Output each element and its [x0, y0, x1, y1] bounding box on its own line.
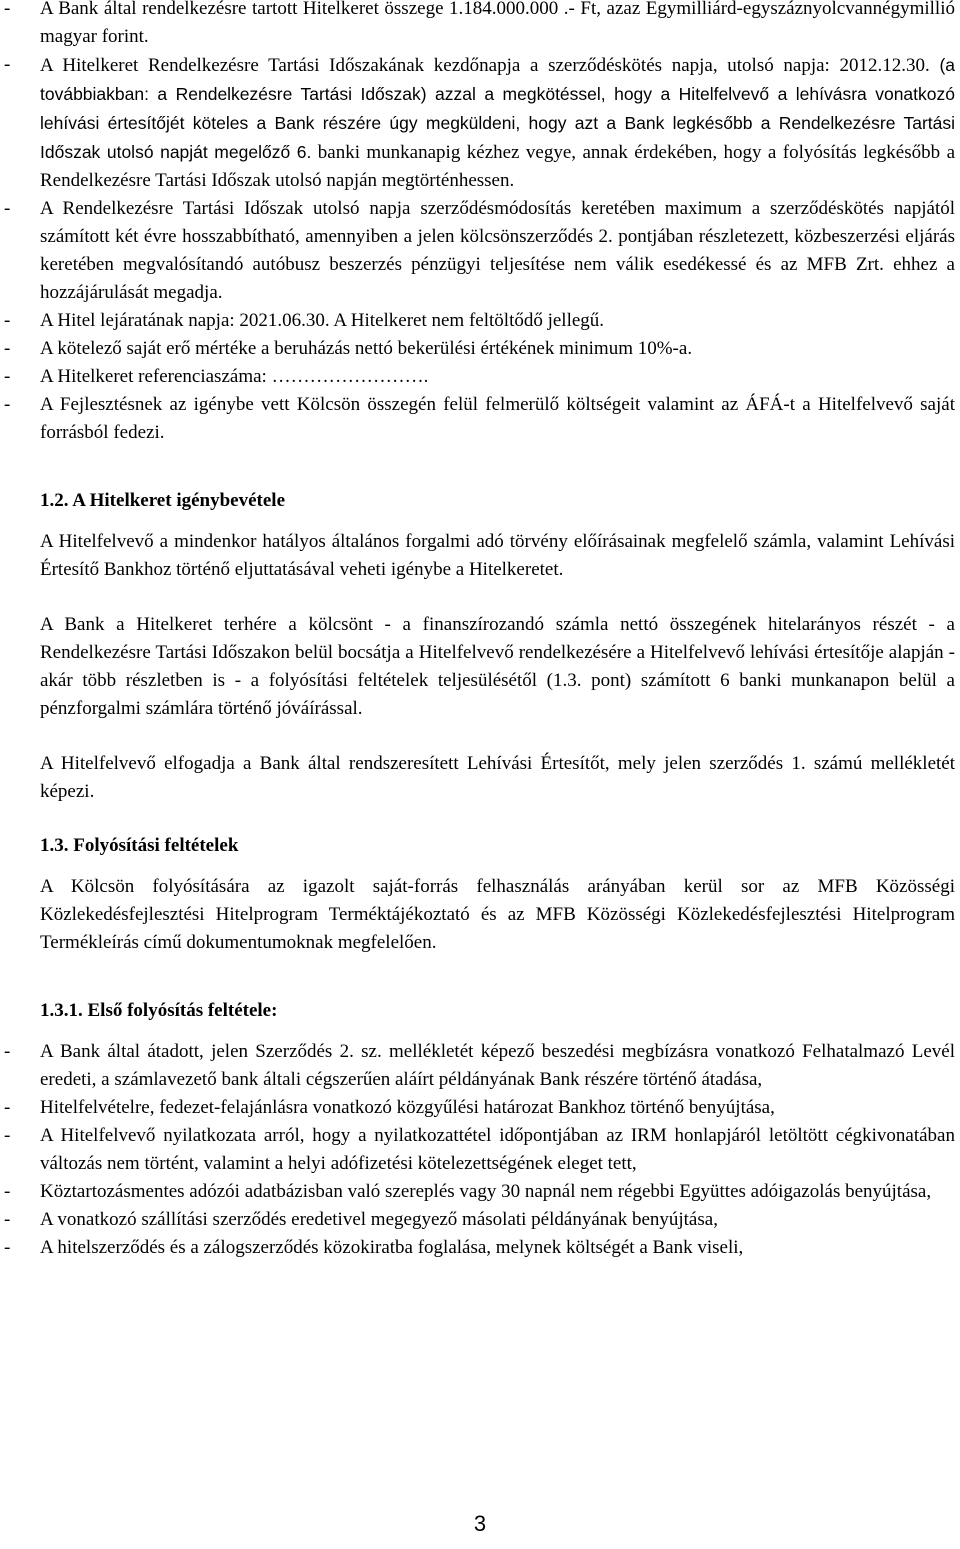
list-item-text: A kötelező saját erő mértéke a beruházás nettó bekerülési értékének minimum 10%-a. — [40, 338, 693, 359]
list-item — [0, 195, 955, 307]
list-item-text: A Rendelkezésre Tartási Időszak utolsó napja szerződésmódosítás keretében maximum a szerződéskötés napjától számított két évre hosszabbítható, amennyiben a jelen kölcsönszerződés 2. pontjában részletezett, közbeszerzési eljárás keretében megvalósítandó autóbusz beszerzés pénzügyi teljesítése nem válik esedékessé és az MFB Zrt. ehhez a hozzájárulását megadja. — [40, 198, 955, 303]
section-heading-1-2: 1.2. A Hitelkeret igénybevétele — [40, 490, 286, 511]
list-item-text — [40, 51, 955, 195]
list-item-text: Köztartozásmentes adózói adatbázisban való szereplés vagy 30 napnál nem régebbi Együttes adóigazolás benyújtása, — [40, 1181, 932, 1202]
list-item — [0, 391, 955, 447]
list-item — [0, 51, 955, 195]
list-item — [0, 1094, 955, 1122]
list-dash: - — [4, 366, 11, 387]
paragraph: A Hitelfelvevő elfogadja a Bank által rendszeresített Lehívási Értesítőt, mely jelen szerződés 1. számú mellékletét képezi. — [40, 753, 955, 802]
list-item-text: Hitelfelvételre, fedezet-felajánlásra vonatkozó közgyűlési határozat Bankhoz történő benyújtása, — [40, 1097, 775, 1118]
list-item-text: A Hitel lejáratának napja: 2021.06.30. A Hitelkeret nem feltöltődő jellegű. — [40, 310, 605, 331]
list-dash: - — [4, 1041, 11, 1062]
list-item-text: A vonatkozó szállítási szerződés eredetivel megegyező másolati példányának benyújtása, — [40, 1209, 718, 1230]
list-item-text: A Bank által átadott, jelen Szerződés 2. sz. mellékletét képező beszedési megbízásra vonatkozó Felhatalmazó Levél eredeti, a számlavezető bank általi cégszerűen aláírt példányának Bank részére történő átadása, — [40, 1041, 955, 1090]
list-dash: - — [4, 394, 11, 415]
list-dash: - — [4, 198, 11, 219]
list-dash: - — [4, 0, 11, 19]
list-item — [0, 307, 955, 335]
list-item-text-sans: (a továbbiakban: a Rendelkezésre Tartási Időszak) azzal a megkötéssel, hogy a Hitelfelvevő a lehívásra vonatkozó lehívási értesítőjét köteles a Bank részére úgy megküldeni, hogy azt a Bank legkésőbb a Rendelkezésre Tartási Időszak utolsó napját megelőző 6. — [40, 55, 955, 162]
list-dash: - — [4, 1181, 11, 1202]
section-heading-1-3: 1.3. Folyósítási feltételek — [40, 835, 239, 856]
list-item-text: A Fejlesztésnek az igénybe vett Kölcsön összegén felül felmerülő költségeit valamint az ÁFÁ-t a Hitelfelvevő saját forrásból fedezi. — [40, 394, 955, 443]
list-dash: - — [4, 1125, 11, 1146]
list-item-text: A Hitelkeret referenciaszáma: ……………………. — [40, 366, 429, 387]
paragraph: A Bank a Hitelkeret terhére a kölcsönt - a finanszírozandó számla nettó összegének hitelarányos részét - a Rendelkezésre Tartási Időszakon belül bocsátja a Hitelfelvevő rendelkezésére a Hitelfelvevő lehívási értesítője alapján - akár több részletben is - a folyósítási feltételek teljesülésétől (1.3. pont) számított 6 banki munkanapon belül a pénzforgalmi számlára történő jóváírással. — [40, 614, 955, 719]
section-heading-1-3-1: 1.3.1. Első folyósítás feltétele: — [40, 1000, 278, 1021]
list-dash: - — [4, 310, 11, 331]
list-item — [0, 335, 955, 363]
list-item-text: A Hitelfelvevő nyilatkozata arról, hogy a nyilatkozattétel időpontjában az IRM honlapjáról letöltött cégkivonatában változás nem történt, valamint a helyi adófizetési kötelezettségének eleget tett, — [40, 1125, 955, 1174]
list-item — [0, 0, 955, 51]
list-item-text-tail: banki munkanapig kézhez vegye, annak érdekében, hogy a folyósítás legkésőbb a Rendelkezésre Tartási Időszak utolsó napján megtörténhessen. — [40, 142, 955, 191]
list-item-text-start: A Hitelkeret Rendelkezésre Tartási Időszakának kezdőnapja a szerződéskötés napja, utolsó napja: 2012.12.30. — [40, 55, 930, 76]
list-item — [0, 1234, 955, 1262]
list-dash: - — [4, 338, 11, 359]
paragraph: A Hitelfelvevő a mindenkor hatályos általános forgalmi adó törvény előírásainak megfelelő számla, valamint Lehívási Értesítő Bankhoz történő eljuttatásával veheti igénybe a Hitelkeretet. — [40, 531, 955, 580]
list-dash: - — [4, 1097, 11, 1118]
list-item — [0, 1206, 955, 1234]
paragraph: A Kölcsön folyósítására az igazolt saját-forrás felhasználás arányában kerül sor az MFB Közösségi Közlekedésfejlesztési Hitelprogram Terméktájékoztató és az MFB Közösségi Közlekedésfejlesztési Hitelprogram Termékleírás című dokumentumoknak megfelelően. — [40, 876, 955, 953]
list-dash: - — [4, 1237, 11, 1258]
list-item — [0, 1038, 955, 1094]
list-item — [0, 1178, 955, 1206]
list-item — [0, 1122, 955, 1178]
list-dash: - — [4, 54, 11, 75]
list-item — [0, 363, 955, 391]
list-item-text: A hitelszerződés és a zálogszerződés közokiratba foglalása, melynek költségét a Bank viseli, — [40, 1237, 744, 1258]
page-number: 3 — [473, 1511, 487, 1536]
list-item-text: A Bank által rendelkezésre tartott Hitelkeret összege 1.184.000.000 .- Ft, azaz Egymilliárd-egyszáznyolcvannégymillió magyar forint. — [40, 0, 955, 47]
list-dash: - — [4, 1209, 11, 1230]
